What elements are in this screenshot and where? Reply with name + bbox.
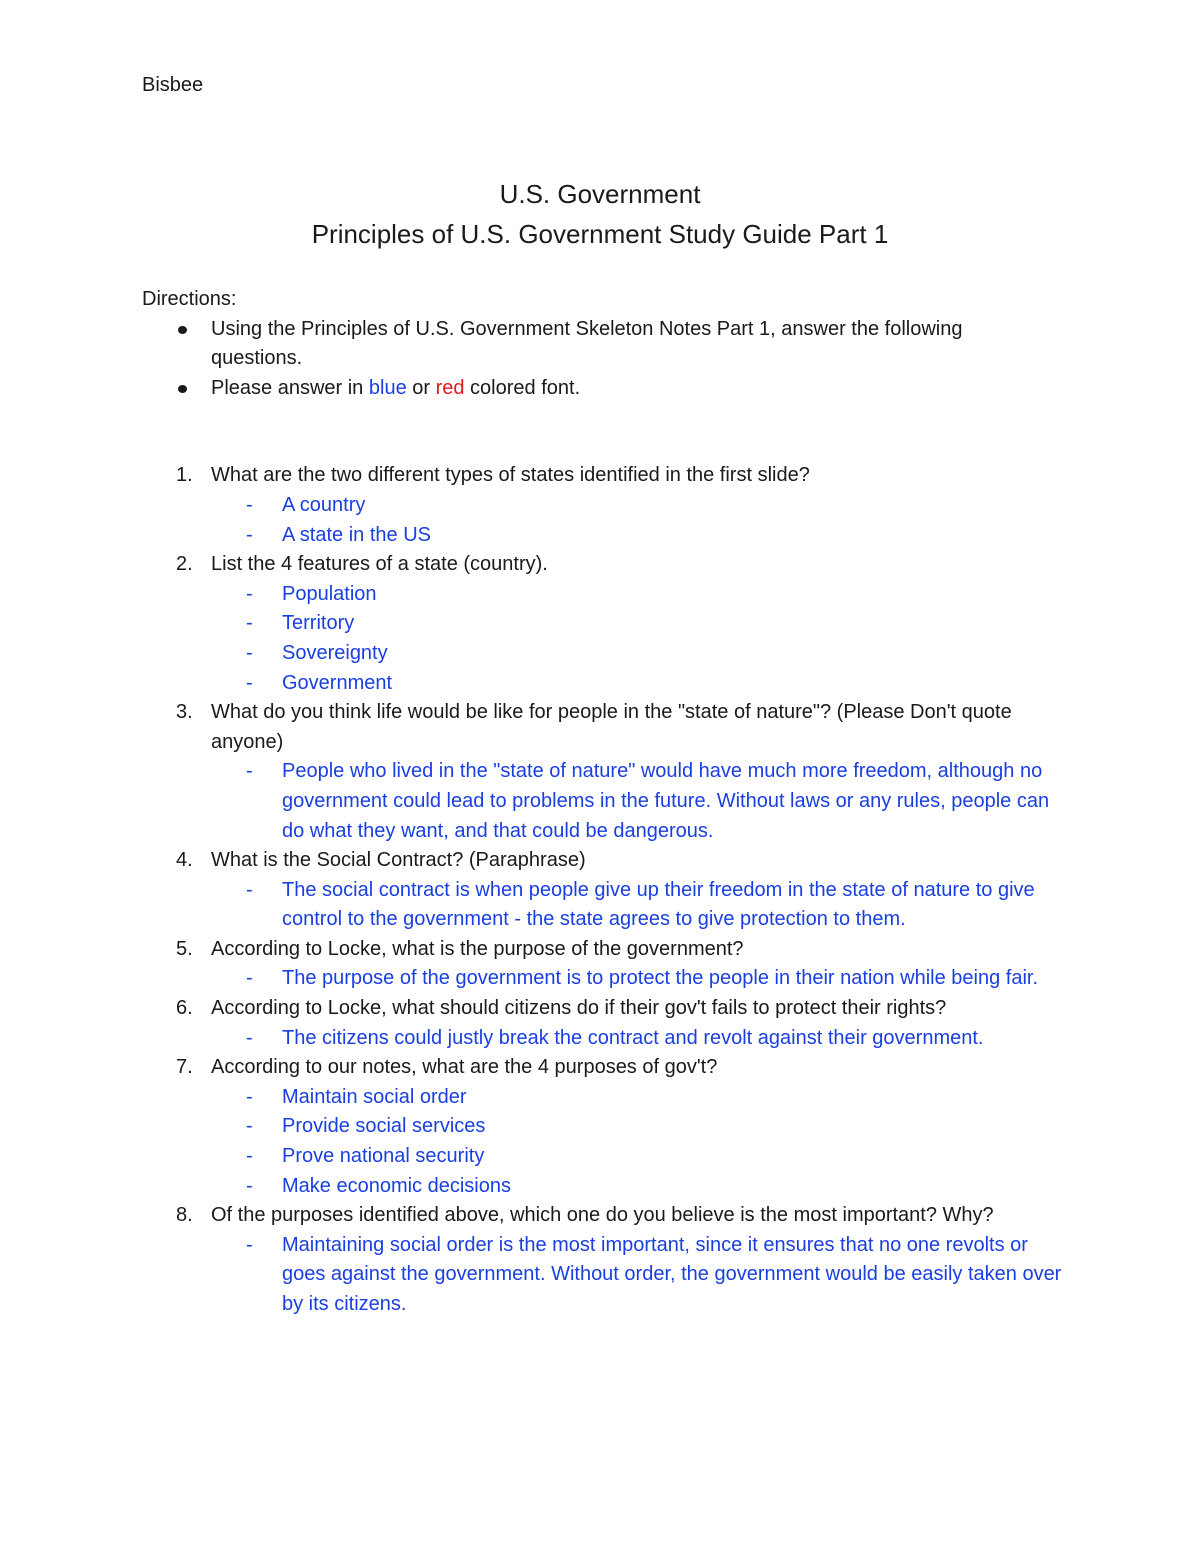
answer-item [211,1172,1058,1202]
answer-text: Make economic decisions [282,1174,511,1197]
question-item [142,550,1058,698]
question-item [142,846,1058,935]
answer-text: Territory [282,612,355,635]
question-text: List the 4 features of a state (country). [211,553,548,576]
question-text: According to Locke, what should citizens do if their gov't fails to protect their rights? [211,997,947,1020]
directions-text-2-prefix: Please answer in [211,376,369,399]
answer-text: Prove national security [282,1145,485,1168]
answer-item [211,1083,1058,1113]
dash-marker: - [246,612,253,635]
question-number: 6. [176,997,193,1020]
directions-text-2-mid: or [406,376,436,399]
answer-item [211,639,1058,669]
answer-text: Government [282,671,393,694]
question-number: 1. [176,464,193,487]
answer-text: A state in the US [282,523,431,546]
question-number: 2. [176,553,193,576]
question-item [142,698,1058,846]
answer-list [211,1231,1062,1320]
bullet-icon [178,385,187,393]
dash-marker: - [246,493,253,516]
bullet-icon [178,326,187,334]
dash-marker: - [246,523,253,546]
answer-list [211,757,1058,846]
answer-text: People who lived in the "state of nature" would have much more freedom, although no government could lead to problems in the future. Without laws or any rules, people can do what they want, and that could be dangerous. [282,760,1050,842]
answer-item [211,1231,1062,1320]
answer-text: Maintain social order [282,1085,467,1108]
answer-item [211,757,1058,846]
question-text: What is the Social Contract? (Paraphrase) [211,849,586,872]
dash-marker: - [246,1026,253,1049]
directions-list [142,315,1058,404]
directions-label: Directions: [142,288,237,310]
answer-item [211,876,1058,935]
red-word: red [435,376,465,399]
answer-text: Maintaining social order is the most important, since it ensures that no one revolts or goes against the government. Without order, the government would be easily taken over by its citizens. [282,1233,1062,1315]
answer-item [211,580,1058,610]
answer-item [211,1142,1058,1172]
answer-text: Provide social services [282,1115,486,1138]
answer-text: A country [282,493,366,516]
answer-list [211,1083,1058,1201]
answer-text: The citizens could justly break the contract and revolt against their government. [282,1026,984,1049]
directions-text-2-suffix: colored font. [464,376,581,399]
question-item [142,935,1058,994]
question-number: 3. [176,701,193,724]
question-number: 5. [176,937,193,960]
directions-bullet [142,374,1041,404]
question-text: What do you think life would be like for people in the "state of nature"? (Please Don't quote anyone) [211,701,1012,753]
question-text: Of the purposes identified above, which one do you believe is the most important? Why? [211,1204,994,1227]
question-text: According to Locke, what is the purpose of the government? [211,937,744,960]
directions-text-1: Using the Principles of U.S. Government Skeleton Notes Part 1, answer the following questions. [211,317,963,370]
dash-marker: - [246,967,253,990]
dash-marker: - [246,671,253,694]
question-text: According to our notes, what are the 4 purposes of gov't? [211,1056,718,1079]
question-item [142,461,1058,550]
answer-text: Population [282,582,377,605]
answer-item [211,669,1058,699]
dash-marker: - [246,878,253,901]
answer-item [211,1024,1058,1054]
guide-title: Principles of U.S. Government Study Guide Part 1 [311,219,889,249]
answer-text: Sovereignty [282,641,388,664]
answer-item [211,491,1058,521]
answer-list [211,1024,1058,1054]
question-number: 8. [176,1204,193,1227]
question-item [142,1053,1058,1201]
question-item [142,1201,1062,1319]
question-text: What are the two different types of states identified in the first slide? [211,464,810,487]
answer-list [211,580,1058,698]
answer-list [211,491,1058,550]
answer-text: The purpose of the government is to protect the people in their nation while being fair. [282,967,1039,990]
answer-list [211,964,1058,994]
question-number: 4. [176,849,193,872]
directions-bullet [142,315,1041,374]
dash-marker: - [246,582,253,605]
dash-marker: - [246,1233,253,1256]
blue-word: blue [368,376,407,399]
dash-marker: - [246,1085,253,1108]
answer-item [211,964,1058,994]
title-block [142,174,1058,254]
dash-marker: - [246,1174,253,1197]
dash-marker: - [246,1115,253,1138]
answer-item [211,609,1058,639]
course-title: U.S. Government [499,179,701,209]
dash-marker: - [246,641,253,664]
author-name: Bisbee [142,74,204,96]
answer-item [211,1112,1058,1142]
answer-text: The social contract is when people give up their freedom in the state of nature to give control to the government - the state agrees to give protection to them. [282,878,1035,931]
answer-list [211,876,1058,935]
question-number: 7. [176,1056,193,1079]
question-list [142,461,1062,1319]
question-item [142,994,1058,1053]
directions-section [142,285,1058,403]
dash-marker: - [246,760,253,783]
answer-item [211,521,1058,551]
dash-marker: - [246,1145,253,1168]
